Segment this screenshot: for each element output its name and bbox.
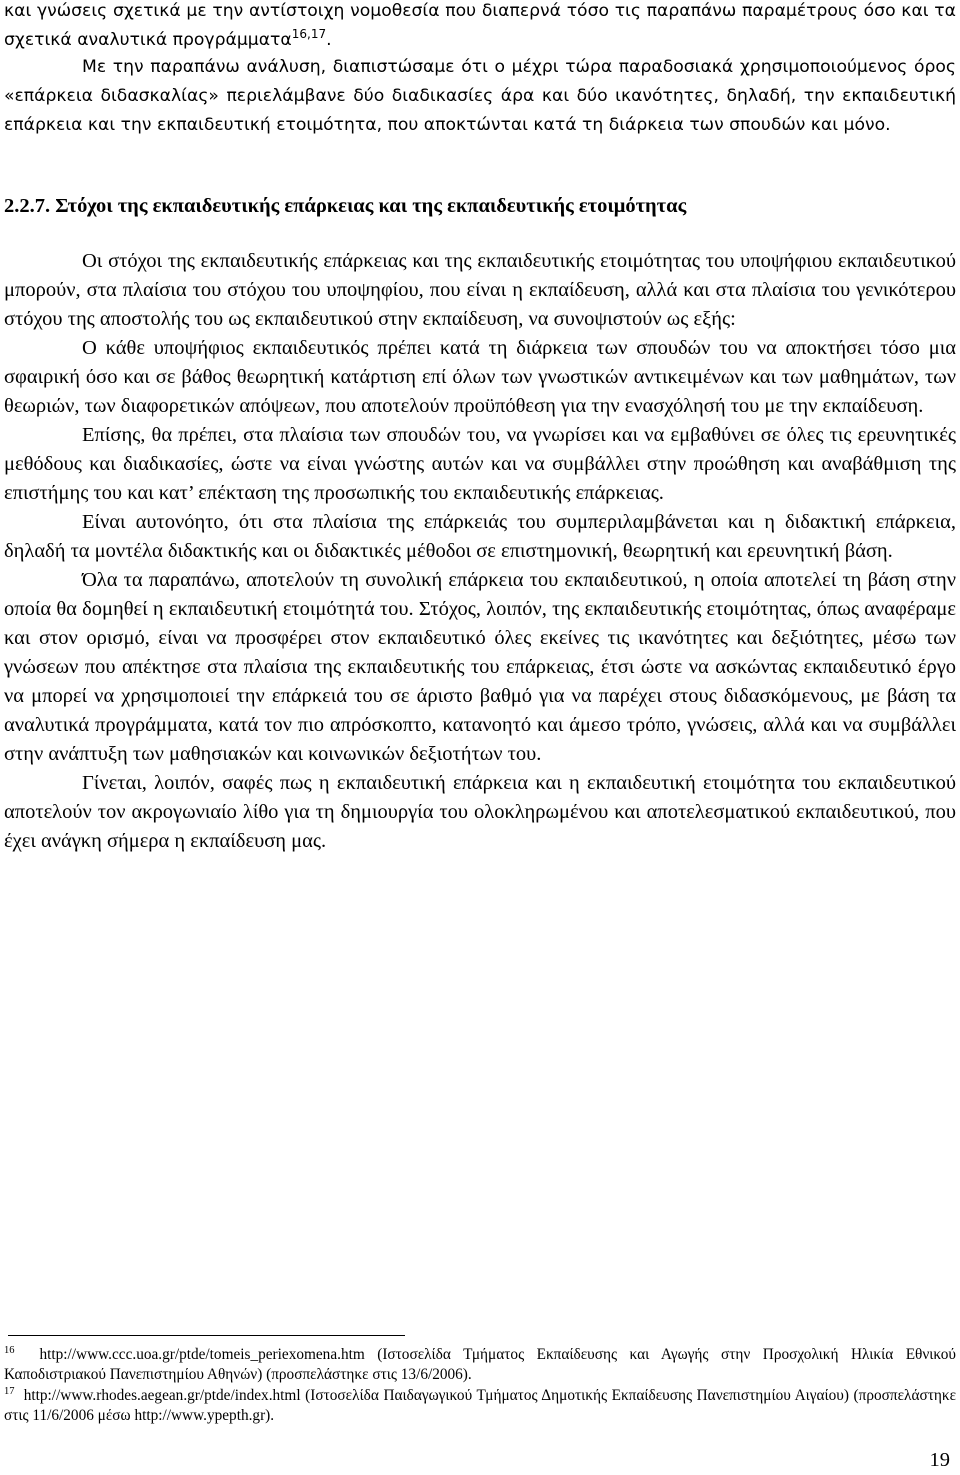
page-number: 19 <box>929 1449 950 1471</box>
footnote-text: http://www.ccc.uoa.gr/ptde/tomeis_periexomena.htm (Ιστοσελίδα Τμήματος Εκπαίδευσης και Αγωγής στην Προσχολική Ηλικία Εθνικού Καποδιστριακού Πανεπιστημίου Αθηνών) (προσπελάστηκε στις 13/6/2006). <box>4 1346 957 1384</box>
footnote-reference: 16,17 <box>291 27 327 41</box>
body-paragraph: Επίσης, θα πρέπει, στα πλαίσια των σπουδών του, να γνωρίσει και να εμβαθύνει σε όλες τις ερευνητικές μεθόδους και διαδικασίες, ώστε να είναι γνώστης αυτών και να συμβάλλει στην προώθηση και αναβάθμιση της επιστήμης του και κατ’ επέκταση της προσωπικής του εκπαιδευτικής επάρκειας. <box>4 424 956 504</box>
intro-text: και γνώσεις σχετικά με την αντίστοιχη νομοθεσία που διαπερνά τόσο τις παραπάνω παραμέτρους όσο και τα σχετικά αναλυτικά προγράμματα <box>4 1 956 50</box>
body-paragraph: Είναι αυτονόητο, ότι στα πλαίσια της επάρκειάς του συμπεριλαμβάνεται και η διδακτική επάρκεια, δηλαδή τα μοντέλα διδακτικής και οι διδακτικές μέθοδοι σε επιστημονική, θεωρητική και ερευνητική βάση. <box>4 511 956 562</box>
body-paragraph: Οι στόχοι της εκπαιδευτικής επάρκειας και της εκπαιδευτικής ετοιμότητας του υποψήφιου εκπαιδευτικού μπορούν, στα πλαίσια του στόχου του υποψηφίου, που είναι η εκπαίδευση, αλλά και στα πλαίσια του γενικότερου στόχου της αποστολής του ως εκπαιδευτικού στην εκπαίδευση, να συνοψιστούν ως εξής: <box>4 250 956 330</box>
footnote-text: http://www.rhodes.aegean.gr/ptde/index.html (Ιστοσελίδα Παιδαγωγικού Τμήματος Δημοτικής Εκπαίδευσης Πανεπιστημίου Αιγαίου) (προσπελάστηκε στις 11/6/2006 μέσω http://www.ypepth.gr). <box>4 1386 956 1424</box>
footnote-item <box>4 1386 956 1427</box>
body-paragraph: Γίνεται, λοιπόν, σαφές πως η εκπαιδευτική επάρκεια και η εκπαιδευτική ετοιμότητα του εκπαιδευτικού αποτελούν τον ακρογωνιαίο λίθο για τη δημιουργία του ολοκληρωμένου και αποτελεσματικού εκπαιδευτικού, που έχει ανάγκη σήμερα η εκπαίδευση μας. <box>4 772 956 852</box>
document-page <box>4 0 956 1475</box>
footnotes <box>4 1345 956 1426</box>
footnote-divider <box>8 1335 405 1336</box>
section-body <box>4 247 956 856</box>
footnote-number: 16 <box>4 1345 15 1356</box>
summary-paragraph: Με την παραπάνω ανάλυση, διαπιστώσαμε ότι ο μέχρι τώρα παραδοσιακά χρησιμοποιούμενος όρος «επάρκεια διδασκαλίας» περιελάμβανε δύο διαδικασίες άρα και δύο ικανότητες, δηλαδή, την εκπαιδευτική επάρκεια και την εκπαιδευτική ετοιμότητα, που αποκτώνται κατά τη διάρκεια των σπουδών και μόνο. <box>4 57 956 135</box>
footnote-item <box>4 1345 956 1386</box>
section-heading: 2.2.7. Στόχοι της εκπαιδευτικής επάρκειας και της εκπαιδευτικής ετοιμότητας <box>4 195 687 217</box>
intro-paragraph <box>4 0 956 55</box>
body-paragraph: Ο κάθε υποψήφιος εκπαιδευτικός πρέπει κατά τη διάρκεια των σπουδών του να αποκτήσει τόσο μια σφαιρική όσο και σε βάθος θεωρητική κατάρτιση επί όλων των γνωστικών αντικειμένων και των μαθημάτων, των θεωριών, των διαφορετικών απόψεων, που αποτελούν προϋπόθεση για την ενασχόλησή του με την εκπαίδευση. <box>4 337 956 417</box>
body-paragraph: Όλα τα παραπάνω, αποτελούν τη συνολική επάρκεια του εκπαιδευτικού, η οποία αποτελεί τη βάση στην οποία θα δομηθεί η εκπαιδευτική ετοιμότητά του. Στόχος, λοιπόν, της εκπαιδευτικής ετοιμότητας, όπως αναφέραμε και στον ορισμό, είναι να προσφέρει στον εκπαιδευτικό όλες εκείνες τις ικανότητες και δεξιότητες, μέσω των γνώσεων που απέκτησε στα πλαίσια της εκπαιδευτικής του επάρκειας, έτσι ώστε να ασκώντας εκπαιδευτικό έργο να μπορεί να χρησιμοποιεί την επάρκειά του σε άριστο βαθμό για να παρέχει στους διδασκόμενους, με βάση τα αναλυτικά προγράμματα, κατά τον πιο απρόσκοπτο, κατανοητό και άμεσο τρόπο, γνώσεις, αλλά και να συμβάλλει στην ανάπτυξη των μαθησιακών και κοινωνικών δεξιοτήτων του. <box>4 569 956 765</box>
footnote-number: 17 <box>4 1385 15 1397</box>
intro-period: . <box>326 30 332 50</box>
